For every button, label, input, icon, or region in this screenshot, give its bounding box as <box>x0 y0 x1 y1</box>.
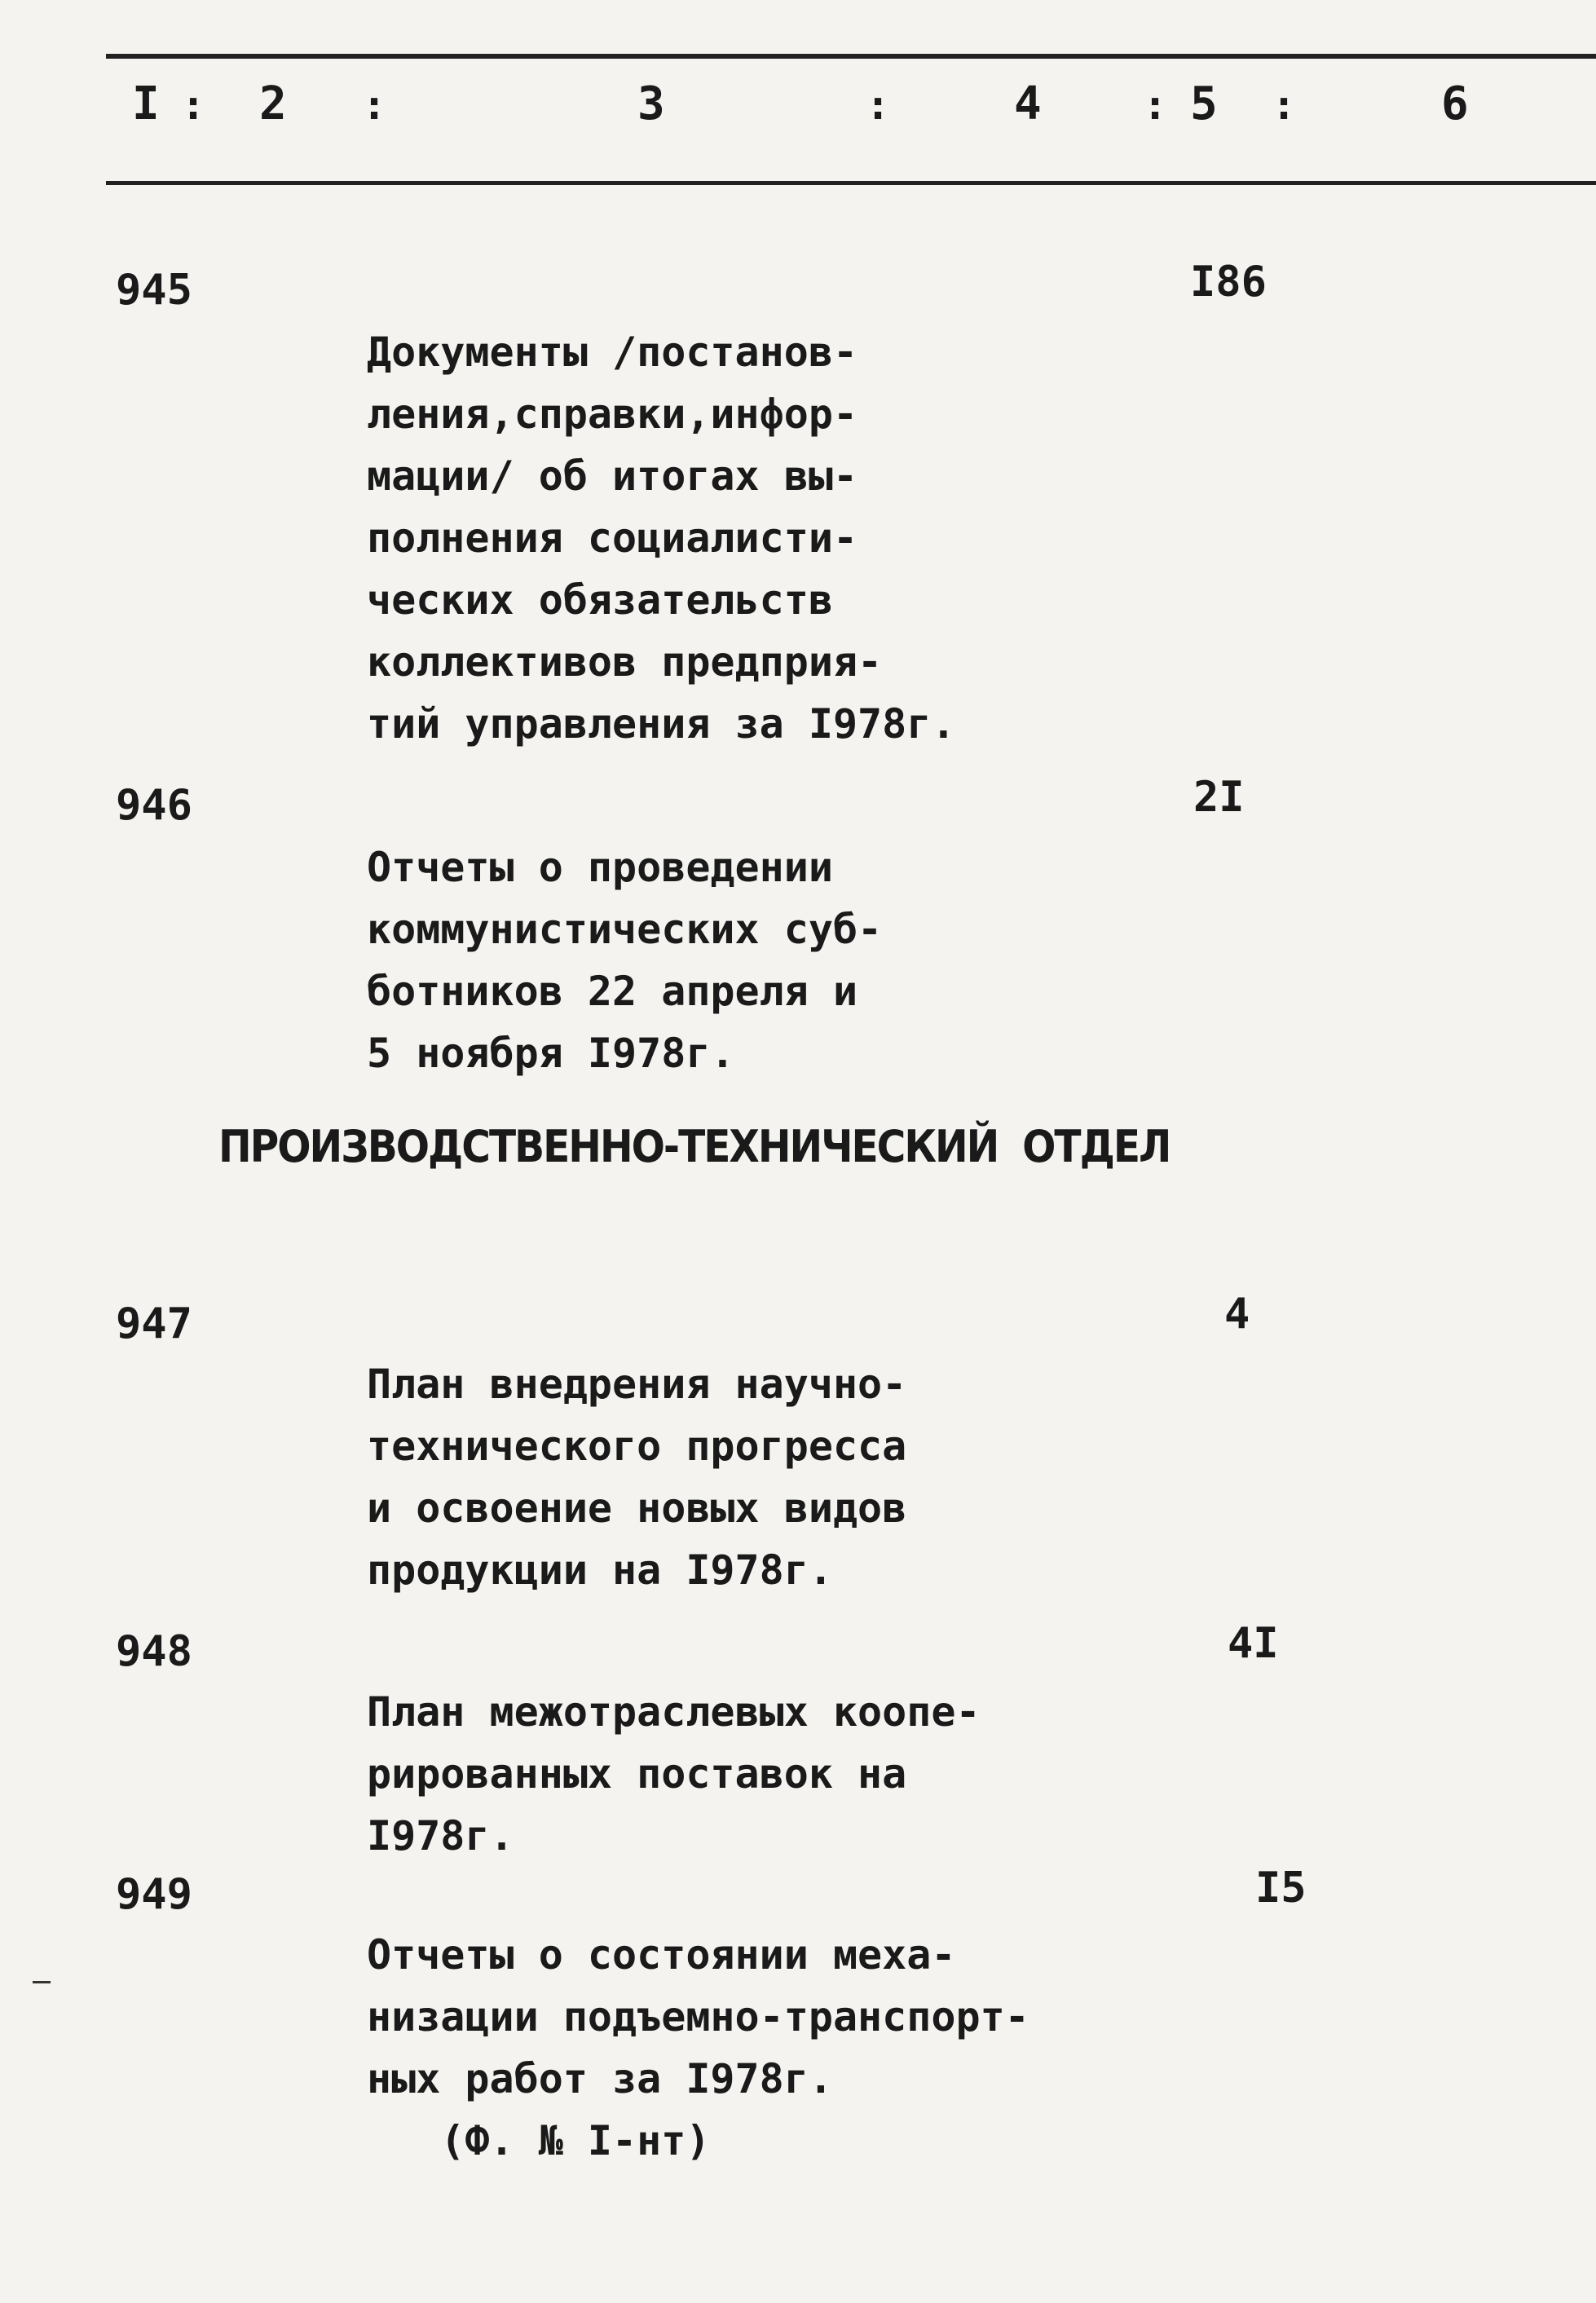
entry-description-line: коммунистических суб- <box>367 906 883 953</box>
header-col-3: 3 <box>637 77 665 130</box>
entry-description-line: Отчеты о проведении <box>367 844 833 891</box>
entry-number: 948 <box>116 1627 192 1676</box>
entry-sheet-count: 2I <box>1193 773 1245 822</box>
entry-description <box>367 774 882 1084</box>
header-top-rule <box>106 54 1596 59</box>
entry-description-line: Отчеты о состоянии меха- <box>367 1931 956 1979</box>
entry-description-line: низации подъемно-транспорт- <box>367 1993 1029 2040</box>
header-col-6: 6 <box>1441 77 1469 130</box>
entry-description-line: технического прогресса <box>367 1423 907 1470</box>
entry-number: 947 <box>116 1299 192 1348</box>
header-col-1: I <box>132 77 160 130</box>
header-separator: : <box>866 82 891 129</box>
entry-description-line: мации/ об итогах вы- <box>367 452 858 500</box>
section-title: ПРОИЗВОДСТВЕННО-ТЕХНИЧЕСКИЙ ОТДЕЛ <box>218 1121 1171 1172</box>
entry-description-line: тий управления за I978г. <box>367 700 956 748</box>
entry-description-line: ления,справки,инфор- <box>367 390 858 438</box>
entry-description-line: полнения социалисти- <box>367 514 858 562</box>
margin-mark <box>33 1981 51 1983</box>
entry-description-line: рированных поставок на <box>367 1750 907 1798</box>
entry-description-line: План межотраслевых коопе- <box>367 1688 981 1736</box>
entry-sheet-count: 4I <box>1228 1619 1279 1668</box>
entry-description-line: План внедрения научно- <box>367 1361 907 1408</box>
entry-description-line: ботников 22 апреля и <box>367 968 858 1015</box>
entry-description-line: коллективов предприя- <box>367 638 883 686</box>
header-separator: : <box>1143 82 1168 129</box>
header-col-5: 5 <box>1190 77 1218 130</box>
entry-number: 949 <box>116 1870 192 1919</box>
entry-number: 945 <box>116 266 192 315</box>
header-col-4: 4 <box>1014 77 1042 130</box>
entry-description-line: (Ф. № I-нт) <box>367 2117 711 2164</box>
entry-description-line: и освоение новых видов <box>367 1485 907 1532</box>
entry-description-line: I978г. <box>367 1812 514 1860</box>
entry-description-line: ных работ за I978г. <box>367 2055 833 2102</box>
entry-description <box>367 259 955 755</box>
entry-description <box>367 1291 906 1601</box>
entry-sheet-count: 4 <box>1224 1290 1250 1339</box>
entry-description-line: продукции на I978г. <box>367 1546 833 1594</box>
header-bottom-rule <box>106 181 1596 185</box>
header-col-2: 2 <box>259 77 287 130</box>
header-separator: : <box>181 82 206 129</box>
entry-sheet-count: I86 <box>1190 258 1267 307</box>
entry-description-line: ческих обязательств <box>367 576 833 624</box>
header-separator: : <box>362 82 387 129</box>
entry-description <box>367 1619 981 1867</box>
entry-sheet-count: I5 <box>1255 1864 1307 1913</box>
header-separator: : <box>1272 82 1297 129</box>
entry-description <box>367 1862 1029 2172</box>
entry-number: 946 <box>116 781 192 830</box>
entry-description-line: Документы /постанов- <box>367 329 858 376</box>
entry-description-line: 5 ноября I978г. <box>367 1030 735 1077</box>
